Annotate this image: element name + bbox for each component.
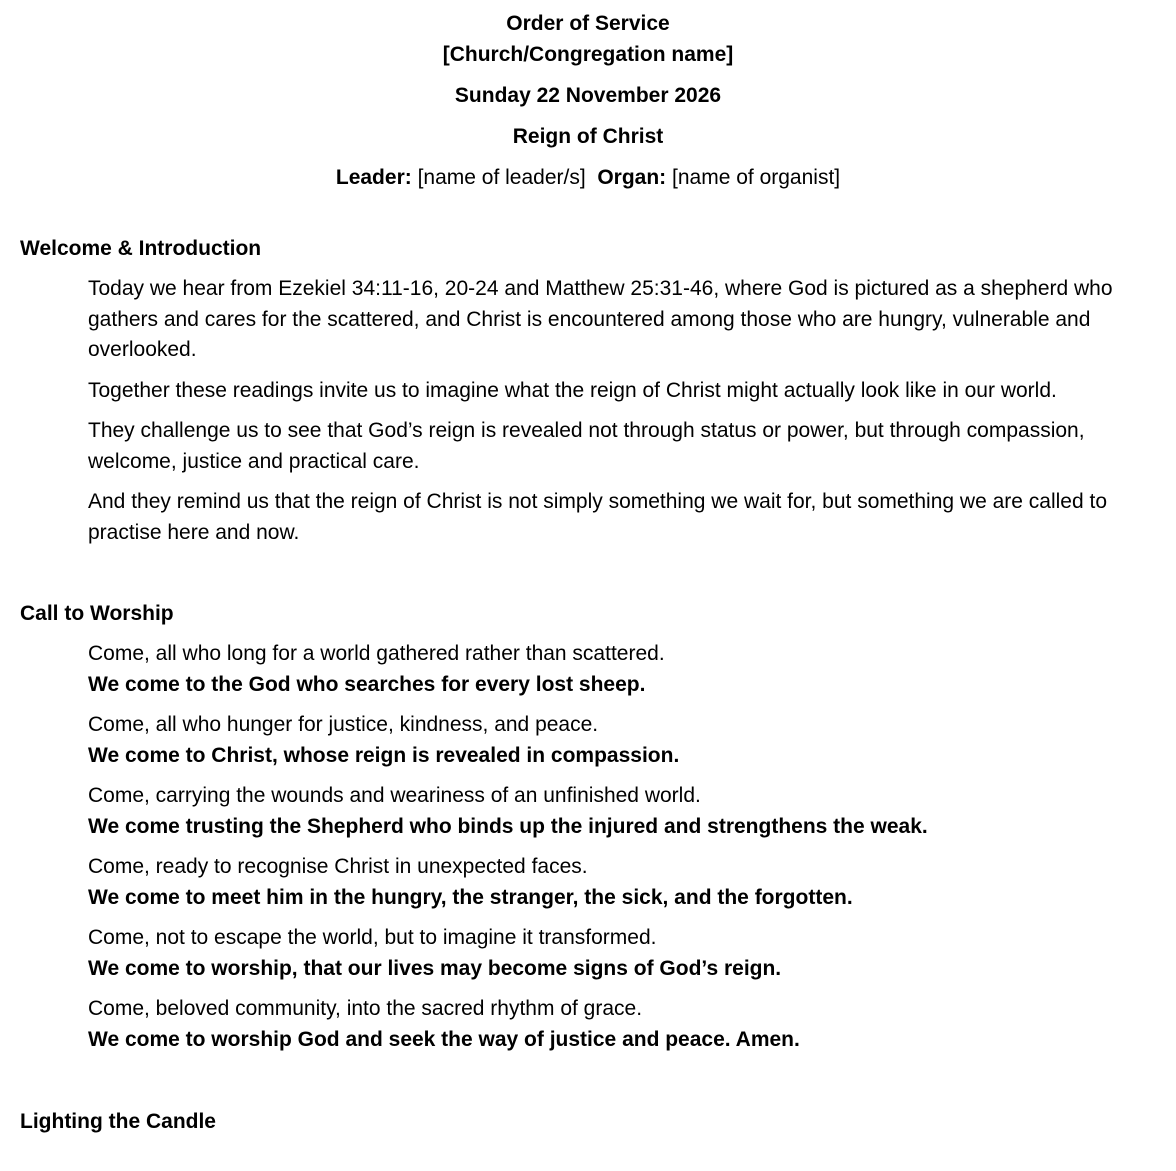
- welcome-paragraph: And they remind us that the reign of Christ is not simply something we wait for, but something we are called to practise here and now.: [88, 490, 1108, 544]
- leader-line: Come, all who hunger for justice, kindness, and peace.: [88, 713, 599, 736]
- welcome-heading: Welcome & Introduction: [20, 237, 262, 260]
- congregation-name: [Church/Congregation name]: [442, 43, 734, 66]
- people-response: We come to meet him in the hungry, the stranger, the sick, and the forgotten.: [88, 885, 853, 909]
- people-response: We come to Christ, whose reign is revealed in compassion.: [88, 743, 680, 767]
- leader-line: Come, not to escape the world, but to imagine it transformed.: [88, 926, 657, 949]
- leader-line: Come, carrying the wounds and weariness of an unfinished world.: [88, 784, 701, 807]
- service-title: Order of Service: [506, 12, 670, 35]
- call-pair: [88, 923, 1146, 984]
- call-pair: [88, 852, 1146, 913]
- people-response: We come to worship God and seek the way of justice and peace. Amen.: [88, 1027, 800, 1051]
- organ-label: Organ:: [597, 166, 667, 189]
- people-response: We come to worship, that our lives may become signs of God’s reign.: [88, 956, 782, 980]
- call-pair: [88, 994, 1146, 1055]
- leader-line: Come, beloved community, into the sacred rhythm of grace.: [88, 997, 643, 1020]
- call-to-worship-heading: Call to Worship: [20, 602, 174, 625]
- call-pair: [88, 781, 1146, 842]
- leader-line: Come, ready to recognise Christ in unexpected faces.: [88, 855, 588, 878]
- leader-label: Leader:: [335, 166, 412, 189]
- leader-organ-line: [0, 162, 1176, 193]
- welcome-paragraph: They challenge us to see that God’s reign is revealed not through status or power, but through compassion, welcome, justice and practical care.: [88, 419, 1085, 473]
- people-response: We come trusting the Shepherd who binds up the injured and strengthens the weak.: [88, 814, 928, 838]
- service-header: [0, 8, 1176, 193]
- service-date: Sunday 22 November 2026: [454, 84, 722, 107]
- call-pair: [88, 639, 1146, 700]
- people-response: We come to the God who searches for every lost sheep.: [88, 672, 646, 696]
- welcome-body: [0, 274, 1176, 548]
- leader-value: [name of leader/s]: [417, 166, 586, 189]
- call-to-worship-body: [0, 639, 1176, 1055]
- leader-line: Come, all who long for a world gathered rather than scattered.: [88, 642, 665, 665]
- service-occasion: Reign of Christ: [512, 125, 664, 148]
- lighting-candle-heading: Lighting the Candle: [20, 1110, 216, 1133]
- welcome-paragraph: Today we hear from Ezekiel 34:11-16, 20-24 and Matthew 25:31-46, where God is pictured as a shepherd who gathers and cares for the scattered, and Christ is encountered among those who are hungry, vulnerable and overlooked.: [88, 277, 1113, 361]
- welcome-paragraph: Together these readings invite us to imagine what the reign of Christ might actually look like in our world.: [88, 378, 1057, 402]
- call-pair: [88, 710, 1146, 771]
- organ-value: [name of organist]: [672, 166, 841, 189]
